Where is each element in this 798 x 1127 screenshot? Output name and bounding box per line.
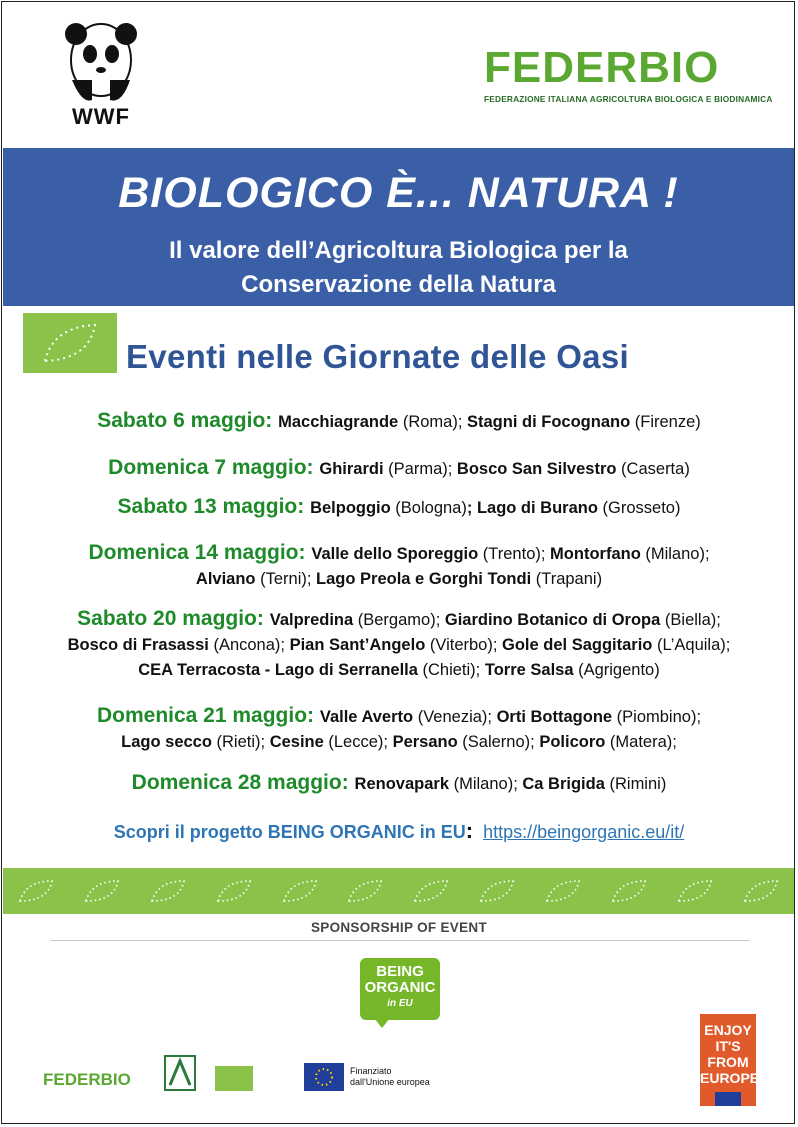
leaf-icon: [278, 877, 322, 905]
leaf-icon: [673, 877, 717, 905]
being-organic-l3: in EU: [387, 998, 413, 1009]
event-line: [0, 770, 798, 797]
event-location: (Firenze): [630, 413, 701, 431]
event-location: (Bologna): [390, 499, 467, 517]
wwf-logo: [62, 20, 140, 132]
event-location: (Viterbo);: [425, 636, 503, 654]
page-title: BIOLOGICO È... NATURA !: [118, 169, 679, 217]
leaf-icon: [739, 877, 783, 905]
divider: [50, 940, 750, 941]
discover-label: Scopri il progetto BEING ORGANIC in EU: [113, 822, 466, 842]
event-line: [0, 606, 798, 633]
federbio-small-b: BIO: [100, 1070, 131, 1089]
leaf-icon: [80, 877, 124, 905]
event-line: [0, 658, 798, 683]
leaf-icon: [541, 877, 585, 905]
event-place: ; Lago di Burano: [466, 499, 598, 517]
event-location: (Roma);: [398, 413, 467, 431]
event-location: (Caserta): [616, 460, 690, 478]
event-location: (Piombino);: [612, 708, 702, 726]
wwf-label: WWF: [72, 104, 130, 129]
event-location: (Rimini): [604, 775, 667, 793]
event-location: (Parma);: [383, 460, 457, 478]
federbio-word-bio: BIO: [638, 43, 720, 92]
event-place: Policoro: [539, 733, 606, 751]
being-organic-logo: [360, 958, 440, 1020]
enjoy-europe-logo: [700, 1014, 760, 1106]
being-organic-link[interactable]: https://beingorganic.eu/it/: [483, 822, 685, 842]
event-day-1: [0, 455, 798, 482]
event-place: Orti Bottagone: [496, 708, 613, 726]
event-location: (Bergamo);: [353, 611, 445, 629]
financed-l1: Finanziato: [350, 1066, 392, 1076]
event-date: Domenica 28 maggio:: [131, 771, 355, 794]
event-date: Sabato 20 maggio:: [77, 607, 270, 630]
financed-l2: dall'Unione europea: [350, 1077, 430, 1087]
enjoy-eu-flag-icon: [715, 1092, 741, 1106]
event-location: (Terni);: [255, 570, 317, 588]
federbio-logo: [484, 43, 774, 104]
naturland-logo-icon: [164, 1055, 196, 1091]
eu-financed-text: [350, 1066, 430, 1088]
leaf-icon: [212, 877, 256, 905]
eu-organic-leaf-icon: [23, 313, 117, 373]
leaf-icon: [343, 877, 387, 905]
event-place: Ghirardi: [319, 460, 384, 478]
event-place: Gole del Saggitario: [502, 636, 653, 654]
enjoy-l1: ENJOY: [704, 1022, 752, 1038]
event-location: (Milano);: [449, 775, 523, 793]
leaf-icon: [475, 877, 519, 905]
event-line: [0, 730, 798, 755]
event-date: Sabato 6 maggio:: [97, 409, 279, 432]
event-location: (Rieti);: [211, 733, 270, 751]
event-place: Lago secco: [121, 733, 212, 751]
eu-organic-small-icon: [215, 1066, 253, 1091]
enjoy-l3: EUROPE: [700, 1070, 760, 1086]
event-place: Bosco di Frasassi: [67, 636, 209, 654]
eu-flag-icon: [304, 1063, 344, 1091]
event-location: (Agrigento): [573, 661, 660, 679]
event-date: Domenica 7 maggio:: [108, 456, 320, 479]
federbio-subtitle: FEDERAZIONE ITALIANA AGRICOLTURA BIOLOGICA E BIODINAMICA: [484, 94, 773, 104]
event-line: [0, 633, 798, 658]
event-place: Alviano: [195, 570, 256, 588]
event-location: (Salerno);: [457, 733, 540, 751]
event-date: Domenica 21 maggio:: [96, 704, 320, 727]
events-heading: Eventi nelle Giornate delle Oasi: [126, 338, 629, 375]
leaf-icon: [409, 877, 453, 905]
being-organic-l2: ORGANIC: [364, 979, 436, 996]
event-day-2: [0, 494, 798, 521]
event-line: [0, 455, 798, 482]
event-location: (Biella);: [660, 611, 721, 629]
organic-leaf-strip: [3, 868, 794, 914]
federbio-word: FEDER: [484, 43, 639, 92]
federbio-small-a: FEDER: [43, 1070, 101, 1089]
event-place: Belpoggio: [310, 499, 391, 517]
leaf-icon: [14, 877, 58, 905]
event-place: Cesine: [269, 733, 324, 751]
federbio-small-logo: [43, 1070, 131, 1090]
banner-subtitle-2: Conservazione della Natura: [241, 271, 556, 298]
event-line: [0, 567, 798, 592]
sponsorship-label: SPONSORSHIP OF EVENT: [310, 920, 488, 935]
event-place: CEA Terracosta - Lago di Serranella: [138, 661, 418, 679]
event-date: Domenica 14 maggio:: [88, 541, 312, 564]
leaf-icon: [146, 877, 190, 905]
event-place: Valle Averto: [319, 708, 414, 726]
event-location: (Ancona);: [208, 636, 290, 654]
event-place: Renovapark: [354, 775, 450, 793]
event-line: [0, 540, 798, 567]
event-place: Ca Brigida: [522, 775, 605, 793]
being-organic-l1: BEING: [376, 963, 424, 980]
event-location: (Lecce);: [323, 733, 393, 751]
banner-subtitle-1: Il valore dell’Agricoltura Biologica per la: [169, 237, 628, 264]
event-location: (Matera);: [605, 733, 677, 751]
event-place: Stagni di Focognano: [467, 413, 631, 431]
event-place: Macchiagrande: [278, 413, 399, 431]
event-place: Torre Salsa: [484, 661, 574, 679]
discover-colon: :: [465, 818, 474, 843]
event-place: Valpredina: [269, 611, 354, 629]
event-line: [0, 703, 798, 730]
event-location: (Milano);: [640, 545, 710, 563]
event-day-6: [0, 770, 798, 797]
being-organic-tail: [374, 1018, 390, 1028]
event-place: Pian Sant’Angelo: [289, 636, 426, 654]
event-place: Montorfano: [550, 545, 641, 563]
event-day-5: [0, 703, 798, 755]
enjoy-l2: IT'S FROM: [707, 1038, 749, 1070]
event-day-0: [0, 408, 798, 435]
leaf-icon: [607, 877, 651, 905]
event-place: Valle dello Sporeggio: [311, 545, 479, 563]
event-location: (Trento);: [478, 545, 551, 563]
panda-icon: [62, 20, 140, 104]
title-banner: [3, 148, 794, 306]
event-location: (Chieti);: [417, 661, 485, 679]
event-date: Sabato 13 maggio:: [117, 495, 311, 518]
event-place: Lago Preola e Gorghi Tondi: [316, 570, 532, 588]
event-place: Persano: [392, 733, 458, 751]
event-day-4: [0, 606, 798, 683]
event-day-3: [0, 540, 798, 592]
event-location: (Trapani): [531, 570, 603, 588]
event-location: (Grosseto): [597, 499, 681, 517]
event-line: [0, 408, 798, 435]
event-place: Giardino Botanico di Oropa: [444, 611, 661, 629]
event-place: Bosco San Silvestro: [456, 460, 617, 478]
event-location: (L’Aquila);: [652, 636, 731, 654]
event-location: (Venezia);: [413, 708, 497, 726]
discover-line: [0, 818, 798, 844]
event-line: [0, 494, 798, 521]
